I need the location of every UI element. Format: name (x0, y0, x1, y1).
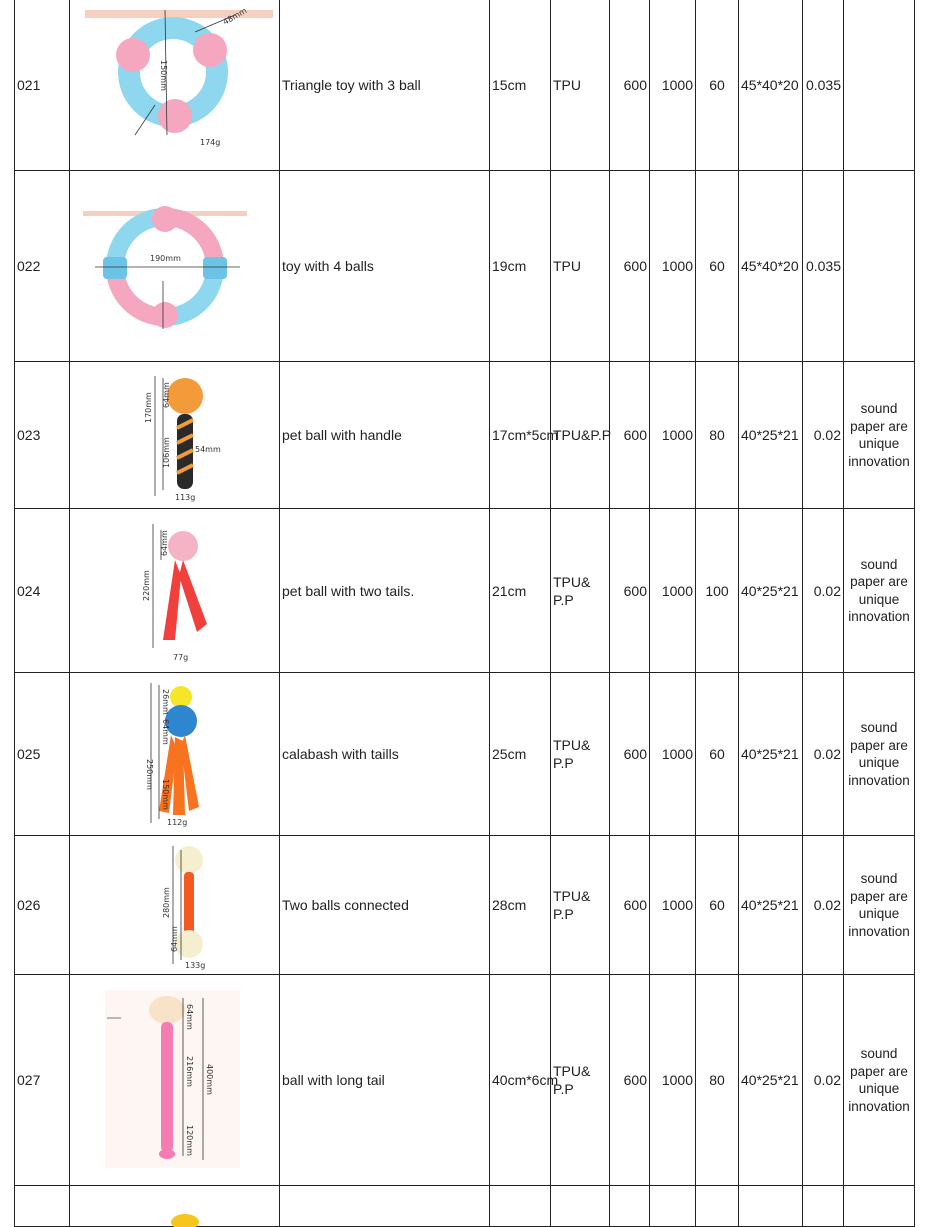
weight-label: 174g (199, 138, 220, 147)
qty-3: 60 (696, 171, 739, 362)
carton-size: 45*40*20 (739, 0, 803, 171)
material: TPU (551, 0, 610, 171)
note: sound paper are unique innovation (844, 975, 915, 1186)
item-number: 022 (15, 171, 70, 362)
ball-two-tails-image (115, 516, 235, 666)
size: 19cm (490, 171, 551, 362)
size: 25cm (490, 673, 551, 836)
description: pet ball with handle (280, 362, 490, 509)
cbm: 0.035 (803, 0, 844, 171)
dimension-label: 64mm (169, 926, 179, 952)
cbm: 0.02 (803, 509, 844, 673)
carton-size: 40*25*21 (739, 509, 803, 673)
cbm: 0.035 (803, 171, 844, 362)
table-row (15, 171, 915, 362)
dimension-label: 64mm (159, 529, 169, 556)
size: 21cm (490, 509, 551, 673)
dimension-label: 250mm (144, 759, 154, 790)
carton-size: 40*25*21 (739, 975, 803, 1186)
dimension-label: 64mm (184, 1004, 194, 1030)
table-row (15, 673, 915, 836)
item-number: 023 (15, 362, 70, 509)
material: TPU& P.P (551, 975, 610, 1186)
dimension-label: 54mm (194, 444, 221, 454)
qty-3: 60 (696, 673, 739, 836)
calabash-tails-image (115, 679, 235, 829)
qty-2: 1000 (650, 836, 696, 975)
table-row (15, 1186, 915, 1227)
dimension-label: 190mm (149, 254, 181, 263)
product-image (70, 836, 280, 975)
item-number: 021 (15, 0, 70, 171)
weight-label: 133g (184, 961, 205, 970)
weight-label: 77g (172, 652, 188, 662)
description: pet ball with two tails. (280, 509, 490, 673)
dimension-label: 26mm (160, 689, 170, 715)
table-row (15, 362, 915, 509)
dimension-label: 150mm (160, 779, 170, 810)
next-product-image (115, 1186, 235, 1226)
carton-size: 40*25*21 (739, 673, 803, 836)
qty-2: 1000 (650, 0, 696, 171)
dimension-label: 400mm (204, 1064, 214, 1095)
item-number: 027 (15, 975, 70, 1186)
product-table (14, 0, 915, 1227)
dimension-label: 120mm (184, 1125, 194, 1156)
carton-size: 40*25*21 (739, 362, 803, 509)
dimension-label: 150mm (158, 60, 168, 91)
qty-2: 1000 (650, 362, 696, 509)
qty-1: 600 (610, 975, 650, 1186)
item-number: 026 (15, 836, 70, 975)
qty-3: 80 (696, 975, 739, 1186)
note: sound paper are unique innovation (844, 509, 915, 673)
note: sound paper are unique innovation (844, 362, 915, 509)
qty-3: 100 (696, 509, 739, 673)
material: TPU& P.P (551, 673, 610, 836)
product-image (70, 673, 280, 836)
description: calabash with taills (280, 673, 490, 836)
note (844, 0, 915, 171)
dimension-label: 64mm (161, 381, 171, 408)
item-number: 024 (15, 509, 70, 673)
note: sound paper are unique innovation (844, 836, 915, 975)
material: TPU& P.P (551, 509, 610, 673)
material: TPU& P.P (551, 836, 610, 975)
cbm: 0.02 (803, 836, 844, 975)
size: 40cm*6cm (490, 975, 551, 1186)
qty-1: 600 (610, 171, 650, 362)
item-number: 025 (15, 673, 70, 836)
table-row (15, 975, 915, 1186)
ball-long-tail-image (105, 990, 245, 1170)
product-image (70, 0, 280, 171)
four-ball-toy-image (75, 201, 275, 331)
description: Two balls connected (280, 836, 490, 975)
description: ball with long tail (280, 975, 490, 1186)
cbm: 0.02 (803, 975, 844, 1186)
triangle-toy-image (75, 6, 275, 160)
qty-2: 1000 (650, 509, 696, 673)
ball-with-handle-image (115, 368, 235, 503)
table-row (15, 836, 915, 975)
carton-size: 40*25*21 (739, 836, 803, 975)
two-balls-connected-image (115, 840, 235, 970)
qty-3: 80 (696, 362, 739, 509)
product-image (70, 509, 280, 673)
dimension-label: 170mm (143, 391, 153, 423)
cbm: 0.02 (803, 673, 844, 836)
dimension-label: 220mm (141, 569, 151, 601)
dimension-label: 280mm (161, 887, 171, 918)
qty-1: 600 (610, 836, 650, 975)
qty-3: 60 (696, 0, 739, 171)
cbm: 0.02 (803, 362, 844, 509)
product-image (70, 1186, 280, 1227)
size: 28cm (490, 836, 551, 975)
item-number (15, 1186, 70, 1227)
weight-label: 112g (166, 818, 187, 827)
table-row (15, 509, 915, 673)
qty-2: 1000 (650, 673, 696, 836)
qty-1: 600 (610, 509, 650, 673)
qty-2: 1000 (650, 171, 696, 362)
size: 17cm*5cm (490, 362, 551, 509)
table-row (15, 0, 915, 171)
product-image (70, 171, 280, 362)
product-image (70, 975, 280, 1186)
qty-2: 1000 (650, 975, 696, 1186)
carton-size: 45*40*20 (739, 171, 803, 362)
note: sound paper are unique innovation (844, 673, 915, 836)
qty-1: 600 (610, 0, 650, 171)
description: toy with 4 balls (280, 171, 490, 362)
description: Triangle toy with 3 ball (280, 0, 490, 171)
dimension-label: 48mm (221, 6, 248, 27)
material: TPU&P.P (551, 362, 610, 509)
dimension-label: 216mm (184, 1056, 194, 1087)
qty-1: 600 (610, 362, 650, 509)
weight-label: 113g (174, 492, 195, 502)
product-image (70, 362, 280, 509)
note (844, 171, 915, 362)
material: TPU (551, 171, 610, 362)
size: 15cm (490, 0, 551, 171)
dimension-label: 106mm (161, 436, 171, 468)
qty-3: 60 (696, 836, 739, 975)
qty-1: 600 (610, 673, 650, 836)
dimension-label: 64mm (160, 719, 170, 745)
